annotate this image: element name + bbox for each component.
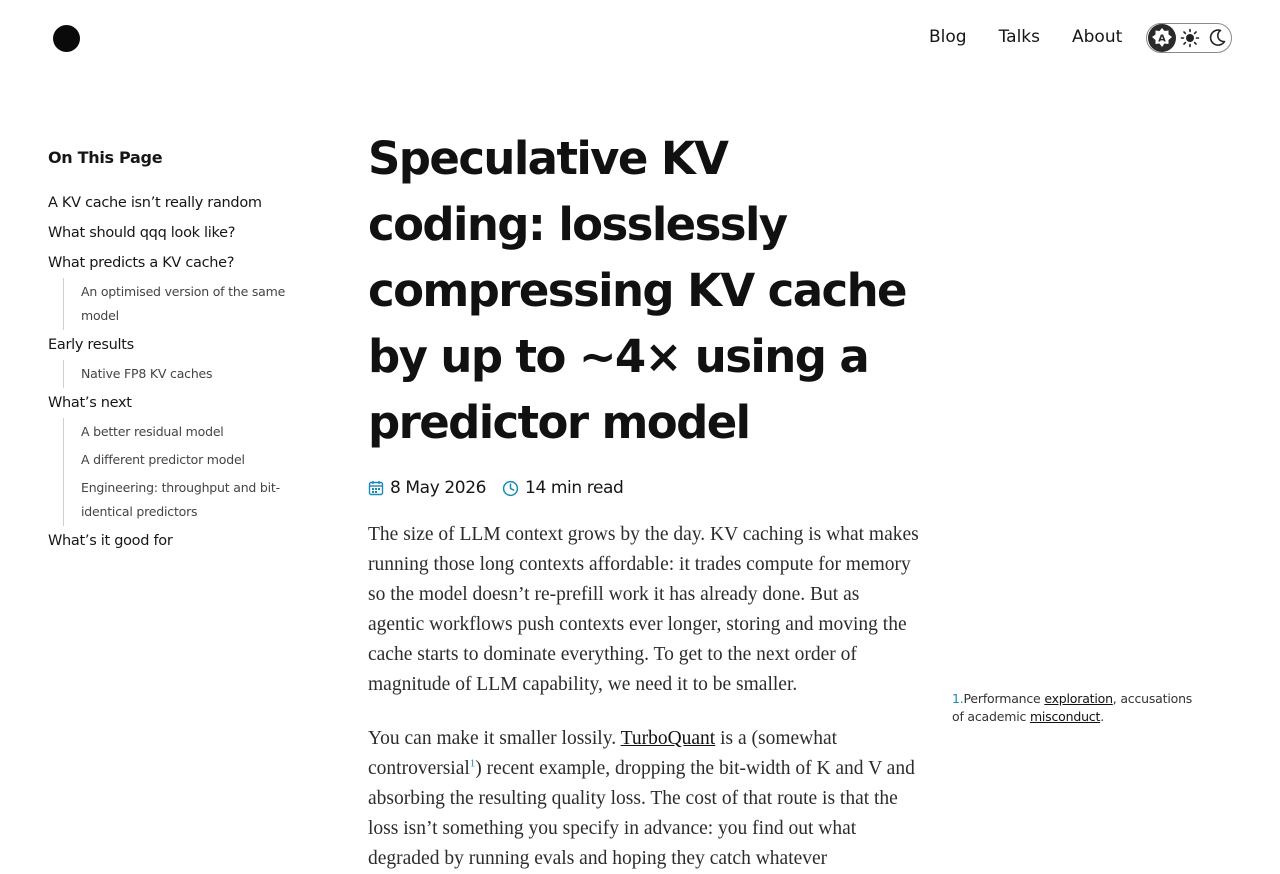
turboquant-link[interactable]: TurboQuant [620, 728, 716, 749]
sun-icon[interactable] [1176, 24, 1204, 52]
toc-subitem[interactable]: A better residual model [81, 424, 224, 439]
article [368, 126, 920, 874]
paragraph: The size of LLM context grows by the day. KV caching is what makes running those long contexts affordable: it trades compute for memory so the model doesn’t re-prefill work it has already done. But as agentic workflows push contexts ever longer, storing and moving the cache starts to dominate everything. To get to the next order of magnitude of LLM capability, we need it to be smaller. [368, 524, 919, 695]
toc-item[interactable]: Early results [48, 337, 134, 353]
sidenote-text: . [1100, 709, 1104, 724]
misconduct-link[interactable]: misconduct [1029, 709, 1101, 724]
paragraph-text: You can make it smaller lossily. [368, 728, 621, 749]
paragraph [368, 724, 920, 874]
sidenote-text: , accusations of academic [952, 691, 1193, 724]
toc-sublist [63, 278, 298, 330]
sidenote [952, 690, 1202, 726]
sidenote-text: Performance [963, 691, 1045, 706]
toc-subitem[interactable]: An optimised version of the same model [81, 284, 286, 323]
date-meta [368, 478, 486, 498]
toc-item[interactable]: What’s next [48, 395, 132, 411]
calendar-icon [368, 480, 384, 496]
nav-talks[interactable]: Talks [998, 27, 1040, 47]
svg-text:A: A [1157, 33, 1166, 45]
paragraph-text: is a (somewhat controversial [368, 728, 838, 779]
toc-sublist [63, 360, 298, 388]
toc-item[interactable]: What should qqq look like? [48, 225, 236, 241]
toc-sublist [63, 418, 298, 526]
readtime-meta [502, 478, 623, 498]
moon-icon[interactable] [1203, 24, 1231, 52]
nav-blog[interactable]: Blog [929, 27, 967, 47]
toc-subitem[interactable]: A different predictor model [81, 452, 245, 467]
article-meta [368, 474, 920, 502]
sidenote-number: 1. [952, 691, 964, 706]
main-nav [929, 24, 1122, 50]
toc-subitem[interactable]: Engineering: throughput and bit-identical predictors [81, 480, 280, 519]
nav-about[interactable]: About [1072, 27, 1123, 47]
exploration-link[interactable]: exploration [1044, 691, 1113, 706]
auto-theme-icon[interactable] [1148, 24, 1176, 52]
toc-title: On This Page [48, 148, 163, 167]
toc-item[interactable]: What predicts a KV cache? [48, 255, 235, 271]
paragraph-text: ) recent example, dropping the bit-width of K and V and absorbing the resulting quality loss. The cost of that route is that the loss isn’t something you specify in advance: you find out what degraded by running evals and hoping they catch whatever [368, 758, 915, 869]
footnote-ref[interactable]: 1 [469, 757, 476, 770]
table-of-contents [48, 146, 298, 556]
publish-date: 8 May 2026 [390, 478, 487, 498]
theme-switcher [1146, 23, 1232, 53]
toc-item[interactable]: A KV cache isn’t really random [48, 195, 262, 211]
read-time: 14 min read [525, 478, 624, 498]
clock-icon [502, 480, 519, 497]
site-logo[interactable] [53, 25, 80, 52]
toc-item[interactable]: What’s it good for [48, 533, 173, 549]
article-title: Speculative KV coding: losslessly compressing KV cache by up to ~4× using a predictor model [368, 132, 906, 449]
toc-subitem[interactable]: Native FP8 KV caches [81, 366, 213, 381]
